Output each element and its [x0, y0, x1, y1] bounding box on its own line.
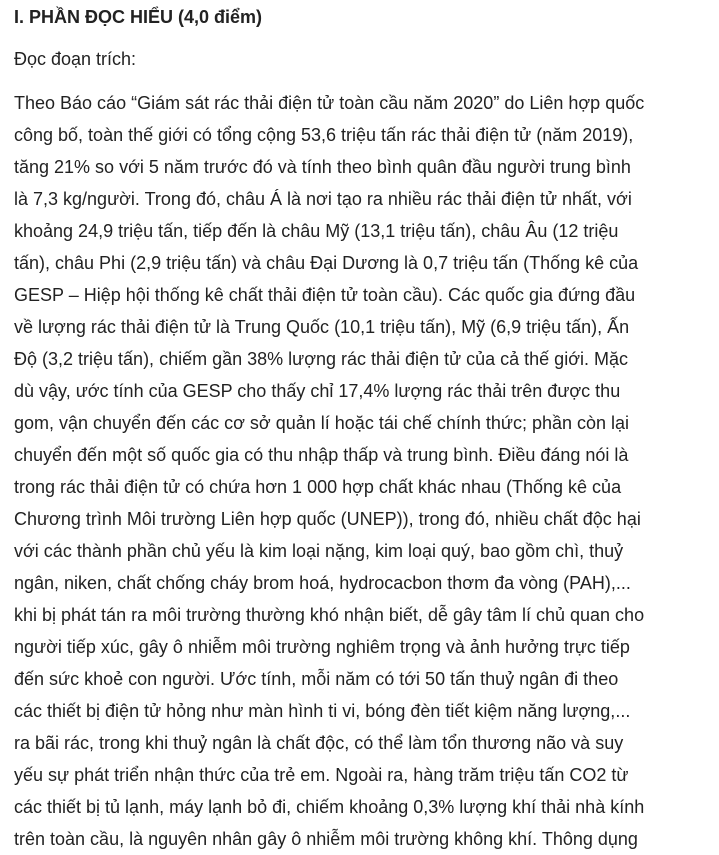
- passage-line: yếu sự phát triển nhận thức của trẻ em. Ngoài ra, hàng trăm triệu tấn CO2 từ: [14, 765, 629, 785]
- passage-line: chuyển đến một số quốc gia có thu nhập thấp và trung bình. Điều đáng nói là: [14, 445, 629, 465]
- passage-line: đến sức khoẻ con người. Ước tính, mỗi năm có tới 50 tấn thuỷ ngân đi theo: [14, 669, 619, 689]
- reading-passage: [14, 87, 644, 855]
- passage-line: gom, vận chuyển đến các cơ sở quản lí hoặc tái chế chính thức; phần còn lại: [14, 413, 630, 433]
- passage-line: khoảng 24,9 triệu tấn, tiếp đến là châu Mỹ (13,1 triệu tấn), châu Âu (12 triệu: [14, 221, 619, 241]
- passage-line: ngân, niken, chất chống cháy brom hoá, hydrocacbon thơm đa vòng (PAH),...: [14, 573, 631, 593]
- passage-line: các thiết bị tủ lạnh, máy lạnh bỏ đi, chiếm khoảng 0,3% lượng khí thải nhà kính: [14, 797, 645, 817]
- passage-line: với các thành phần chủ yếu là kim loại nặng, kim loại quý, bao gồm chì, thuỷ: [14, 541, 624, 561]
- section-heading: I. PHẦN ĐỌC HIỂU (4,0 điểm): [14, 7, 263, 27]
- passage-line: Độ (3,2 triệu tấn), chiếm gần 38% lượng rác thải điện tử của cả thế giới. Mặc: [14, 349, 629, 369]
- passage-line: tấn), châu Phi (2,9 triệu tấn) và châu Đại Dương là 0,7 triệu tấn (Thống kê của: [14, 253, 639, 273]
- passage-line: công bố, toàn thế giới có tổng cộng 53,6 triệu tấn rác thải điện tử (năm 2019),: [14, 125, 634, 145]
- passage-line: người tiếp xúc, gây ô nhiễm môi trường nghiêm trọng và ảnh hưởng trực tiếp: [14, 637, 630, 657]
- passage-line: là 7,3 kg/người. Trong đó, châu Á là nơi tạo ra nhiều rác thải điện tử nhất, với: [14, 189, 632, 209]
- reading-instruction: Đọc đoạn trích:: [14, 49, 137, 69]
- passage-line: trong rác thải điện tử có chứa hơn 1 000 hợp chất khác nhau (Thống kê của: [14, 477, 622, 497]
- passage-line: tăng 21% so với 5 năm trước đó và tính theo bình quân đầu người trung bình: [14, 157, 631, 177]
- passage-line: dù vậy, ước tính của GESP cho thấy chỉ 17,4% lượng rác thải trên được thu: [14, 381, 621, 401]
- passage-line: Chương trình Môi trường Liên hợp quốc (UNEP)), trong đó, nhiều chất độc hại: [14, 509, 641, 529]
- passage-line: trên toàn cầu, là nguyên nhân gây ô nhiễm môi trường không khí. Thông dụng: [14, 829, 638, 849]
- passage-line: Theo Báo cáo “Giám sát rác thải điện tử toàn cầu năm 2020” do Liên hợp quốc: [14, 93, 645, 113]
- passage-line: GESP – Hiệp hội thống kê chất thải điện tử toàn cầu). Các quốc gia đứng đầu: [14, 285, 636, 305]
- passage-line: khi bị phát tán ra môi trường thường khó nhận biết, dễ gây tâm lí chủ quan cho: [14, 605, 645, 625]
- passage-line: các thiết bị điện tử hỏng như màn hình ti vi, bóng đèn tiết kiệm năng lượng,...: [14, 701, 631, 721]
- passage-line: ra bãi rác, trong khi thuỷ ngân là chất độc, có thể làm tổn thương não và suy: [14, 733, 624, 753]
- passage-line: về lượng rác thải điện tử là Trung Quốc (10,1 triệu tấn), Mỹ (6,9 triệu tấn), Ấn: [14, 317, 630, 337]
